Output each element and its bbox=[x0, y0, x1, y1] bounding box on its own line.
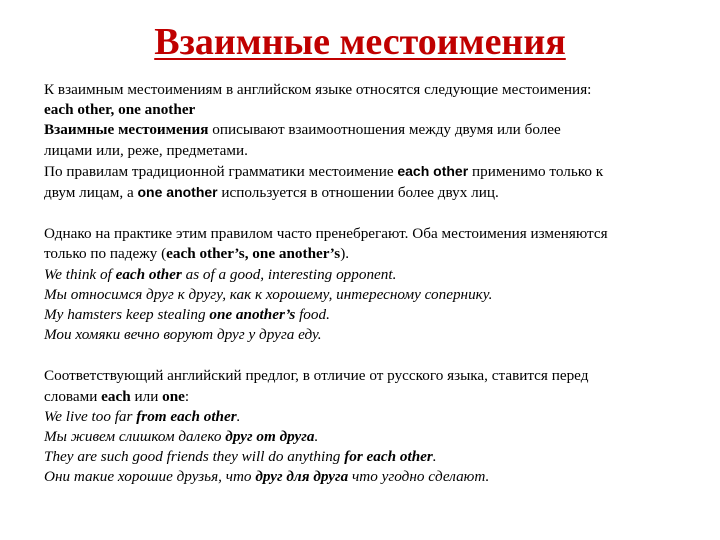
slide-title: Взаимные местоимения bbox=[154, 21, 566, 63]
text-line: К взаимным местоимениям в английском языке относятся следующие местоимения: bbox=[44, 81, 592, 98]
text-span: двум лицам, а bbox=[44, 184, 138, 202]
text-span: We live too far bbox=[44, 407, 137, 425]
text-line: Соответствующий английский предлог, в отличие от русского языка, ставится перед bbox=[44, 367, 589, 385]
text-line bbox=[44, 120, 694, 140]
text-span: или bbox=[130, 387, 163, 405]
text-span: . bbox=[314, 428, 319, 446]
text-span: Мы живем слишком далеко bbox=[44, 428, 226, 446]
text-span: По правилам традиционной грамматики местоимение bbox=[44, 162, 398, 180]
text-span: as of a good, interesting opponent. bbox=[181, 265, 397, 283]
text-span: Они такие хорошие друзья, что bbox=[44, 468, 256, 486]
text-span: They are such good friends they will do anything bbox=[44, 448, 345, 466]
term: one bbox=[162, 387, 185, 405]
text-line: лицами или, реже, предметами. bbox=[44, 141, 248, 159]
text-span: : bbox=[184, 387, 190, 405]
text-line bbox=[44, 161, 694, 182]
text-span: применимо только к bbox=[468, 162, 604, 180]
text-line bbox=[44, 182, 694, 203]
term: each other’s, one another’s bbox=[166, 245, 341, 263]
example-en bbox=[44, 305, 694, 325]
example-ru: Мои хомяки вечно воруют друг у друга еду. bbox=[44, 326, 322, 344]
text-line bbox=[44, 244, 694, 264]
text-span: описывают взаимоотношения между двумя или более bbox=[208, 121, 561, 139]
text-span: что угодно сделают. bbox=[348, 468, 490, 486]
text-span: словами bbox=[44, 387, 102, 405]
text-span: только по падежу ( bbox=[44, 245, 167, 263]
term: друг для друга bbox=[255, 468, 349, 486]
text-span: используется в отношении более двух лиц. bbox=[217, 184, 499, 202]
term: each other bbox=[115, 265, 182, 283]
example-en bbox=[44, 447, 694, 467]
term: one another bbox=[137, 184, 218, 201]
text-span: We think of bbox=[44, 265, 116, 283]
text-span: My hamsters keep stealing bbox=[44, 306, 210, 324]
term: Взаимные местоимения bbox=[44, 121, 209, 139]
term: друг от друга bbox=[225, 428, 315, 446]
example-ru: Мы относимся друг к другу, как к хорошему, интересному сопернику. bbox=[44, 285, 493, 303]
text-span: food. bbox=[295, 306, 330, 324]
example-en bbox=[44, 265, 694, 285]
text-span: ). bbox=[340, 245, 350, 263]
pronoun-list: each other, one another bbox=[44, 101, 196, 119]
term: each other bbox=[397, 162, 469, 179]
example-en bbox=[44, 407, 694, 427]
text-line: Однако на практике этим правилом часто пренебрегают. Оба местоимения изменяются bbox=[44, 225, 608, 243]
slide-content bbox=[44, 80, 694, 488]
term: from each other bbox=[136, 407, 237, 425]
text-line bbox=[44, 387, 694, 407]
term: for each other bbox=[344, 448, 433, 466]
text-span: . bbox=[236, 407, 241, 425]
example-ru bbox=[44, 467, 694, 487]
term: each bbox=[101, 387, 131, 405]
example-ru bbox=[44, 427, 694, 447]
text-span: . bbox=[432, 448, 437, 466]
term: one another’s bbox=[209, 306, 296, 324]
